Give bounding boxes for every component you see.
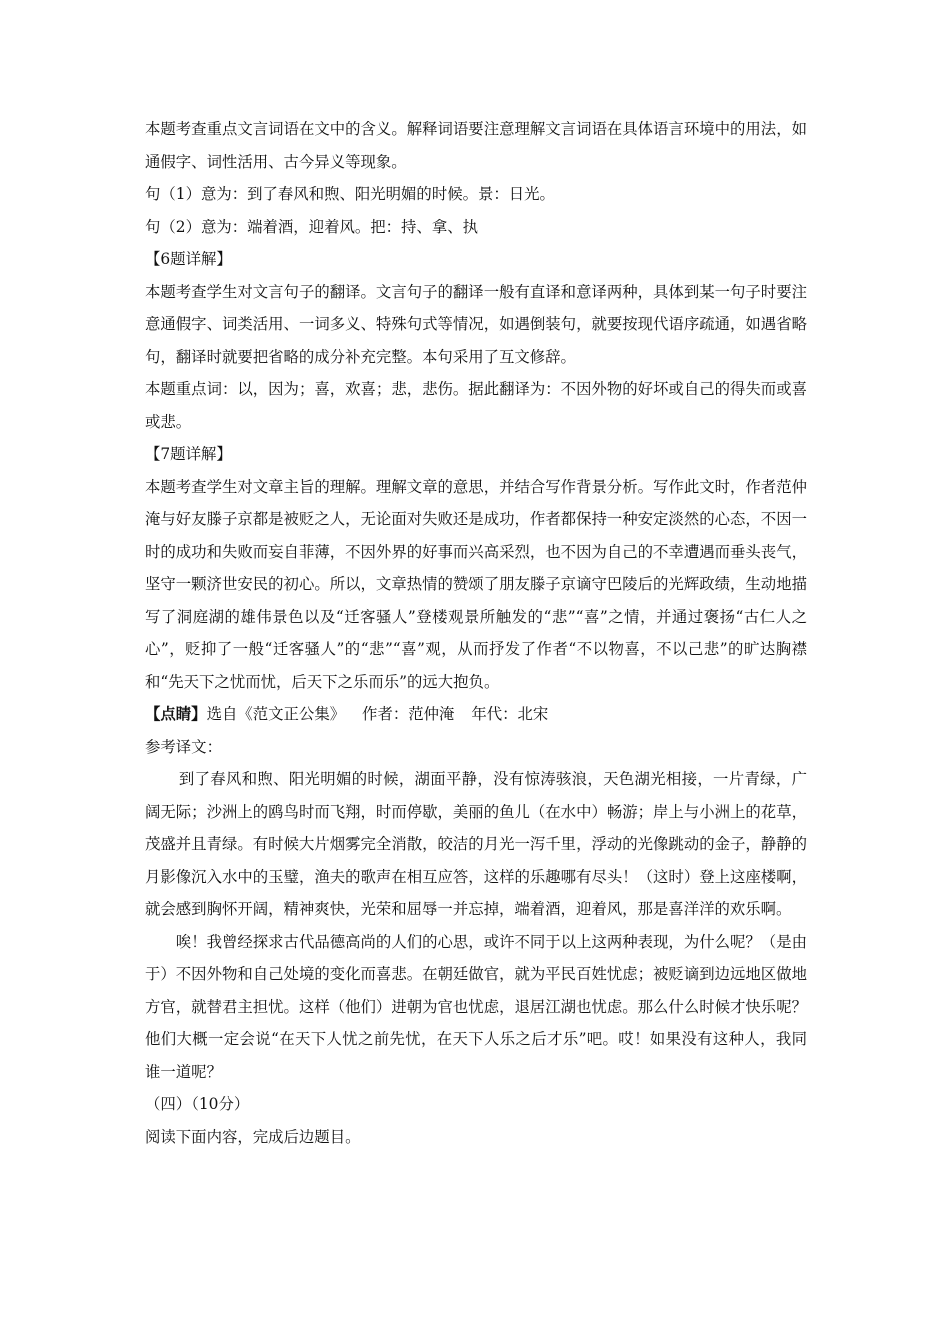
document-page bbox=[145, 113, 807, 1153]
translation-para2: 唉！我曾经探求古代品德高尚的人们的心思，或许不同于以上这两种表现，为什么呢？（是由于）不因外物和自己处境的变化而喜悲。在朝廷做官，就为平民百姓忧虑；被贬谪到边远地区做地方官，就替君主担忧。这样（他们）进朝为官也忧虑，退居江湖也忧虑。那么什么时候才快乐呢？他们大概一定会说“在天下人忧之前先忧，在天下人乐之后才乐”吧。哎！如果没有这种人，我同谁一道呢？ bbox=[145, 932, 807, 1081]
analysis5-sentence2: 句（2）意为：端着酒，迎着风。把：持、拿、执 bbox=[145, 217, 478, 236]
translation-heading: 参考译文： bbox=[145, 737, 222, 756]
analysis7-body: 本题考查学生对文章主旨的理解。理解文章的意思，并结合写作背景分析。写作此文时，作者范仲淹与好友滕子京都是被贬之人，无论面对失败还是成功，作者都保持一种安定淡然的心态，不因一时的成功和失败而妄自菲薄，不因外界的好事而兴高采烈，也不因为自己的不幸遭遇而垂头丧气，坚守一颗济世安民的初心。所以，文章热情的赞颂了朋友滕子京谪守巴陵后的光辉政绩，生动地描写了洞庭湖的雄伟景色以及“迁客骚人”登楼观景所触发的“悲”“喜”之情，并通过褒扬“古仁人之心”，贬抑了一般“迁客骚人”的“悲”“喜”观，从而抒发了作者“不以物喜，不以己悲”的旷达胸襟和“先天下之忧而忧，后天下之乐而乐”的远大抱负。 bbox=[145, 477, 807, 691]
analysis6-body: 本题考查学生对文言句子的翻译。文言句子的翻译一般有直译和意译两种，具体到某一句子时要注意通假字、词类活用、一词多义、特殊句式等情况，如遇倒装句，就要按现代语序疏通，如遇省略句，翻译时就要把省略的成分补充完整。本句采用了互文修辞。 bbox=[145, 282, 807, 366]
section4-heading: （四）（10分） bbox=[145, 1095, 250, 1113]
source-line bbox=[145, 698, 807, 731]
translation-para1: 到了春风和煦、阳光明媚的时候，湖面平静，没有惊涛骇浪，天色湖光相接，一片青绿，广阔无际；沙洲上的鸥鸟时而飞翔，时而停歇，美丽的鱼儿（在水中）畅游；岸上与小洲上的花草，茂盛并且青绿。有时候大片烟雾完全消散，皎洁的月光一泻千里，浮动的光像跳动的金子，静静的月影像沉入水中的玉璧，渔夫的歌声在相互应答，这样的乐趣哪有尽头！（这时）登上这座楼啊，就会感到胸怀开阔，精神爽快，光荣和屈辱一并忘掉，端着酒，迎着风，那是喜洋洋的欢乐啊。 bbox=[145, 770, 807, 918]
analysis5-intro: 本题考查重点文言词语在文中的含义。解释词语要注意理解文言词语在具体语言环境中的用法，如通假字、词性活用、古今异义等现象。 bbox=[145, 120, 807, 171]
analysis6-keywords: 本题重点词：以，因为；喜，欢喜；悲，悲伤。据此翻译为：不因外物的好坏或自己的得失而或喜或悲。 bbox=[145, 380, 807, 431]
source-era: 年代：北宋 bbox=[471, 705, 549, 723]
source-text: 选自《范文正公集》 bbox=[206, 705, 346, 723]
section4-instruction: 阅读下面内容，完成后边题目。 bbox=[145, 1127, 361, 1146]
analysis6-heading: 【6题详解】 bbox=[145, 250, 232, 268]
source-author: 作者：范仲淹 bbox=[362, 705, 455, 723]
source-label: 【点睛】 bbox=[145, 705, 207, 723]
analysis7-heading: 【7题详解】 bbox=[145, 445, 232, 463]
analysis5-sentence1: 句（1）意为：到了春风和煦、阳光明媚的时候。景：日光。 bbox=[145, 185, 555, 203]
